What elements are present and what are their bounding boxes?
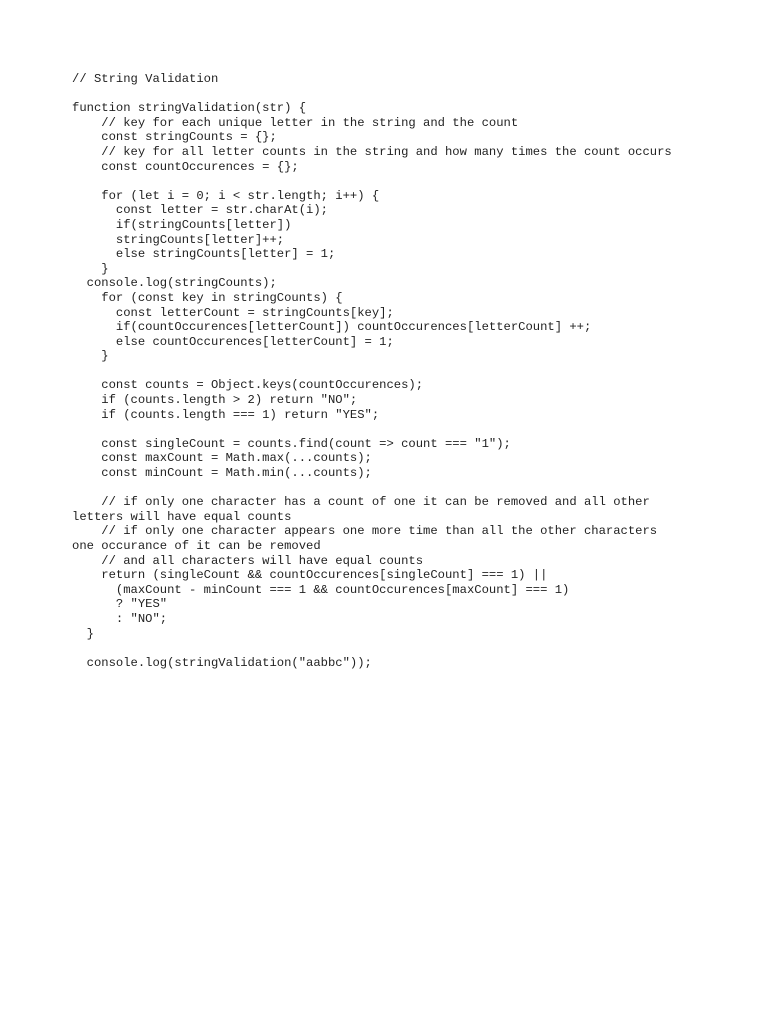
code-line: const maxCount = Math.max(...counts); [72, 451, 372, 466]
code-line: ? "YES" [72, 597, 168, 612]
code-line: if (counts.length > 2) return "NO"; [72, 393, 358, 408]
code-block [72, 72, 712, 670]
blank-line [72, 641, 712, 656]
code-line: letters will have equal counts [72, 509, 292, 524]
blank-line [72, 174, 712, 189]
code-line: (maxCount - minCount === 1 && countOccurences[maxCount] === 1) [72, 582, 570, 597]
code-line: console.log(stringCounts); [72, 276, 277, 291]
code-line: // String Validation [72, 72, 219, 86]
code-line: stringCounts[letter]++; [72, 232, 285, 247]
code-line: } [72, 349, 109, 364]
code-line: // key for each unique letter in the string and the count [72, 115, 519, 130]
code-line: const minCount = Math.min(...counts); [72, 466, 372, 481]
code-line: // if only one character has a count of one it can be removed and all other [72, 495, 650, 510]
code-line: // key for all letter counts in the string and how many times the count occurs [72, 144, 672, 159]
code-line: return (singleCount && countOccurences[singleCount] === 1) || [72, 568, 548, 583]
blank-line [72, 422, 712, 437]
code-line: one occurance of it can be removed [72, 539, 321, 553]
code-line: const singleCount = counts.find(count => count === "1"); [72, 436, 511, 451]
code-line: for (let i = 0; i < str.length; i++) { [72, 188, 380, 203]
code-line: } [72, 261, 109, 276]
code-line: const counts = Object.keys(countOccurences); [72, 378, 424, 393]
code-line: else stringCounts[letter] = 1; [72, 247, 336, 262]
code-line: function stringValidation(str) { [72, 101, 307, 116]
blank-line [72, 87, 712, 102]
code-line: if (counts.length === 1) return "YES"; [72, 407, 380, 422]
code-line: console.log(stringValidation("aabbc")); [72, 655, 372, 670]
code-line: for (const key in stringCounts) { [72, 290, 343, 305]
code-line: : "NO"; [72, 611, 168, 626]
code-line: const letter = str.charAt(i); [72, 203, 328, 218]
code-line: // if only one character appears one more time than all the other characters [72, 524, 658, 539]
code-line: const countOccurences = {}; [72, 159, 299, 174]
code-line: else countOccurences[letterCount] = 1; [72, 334, 394, 349]
code-line: const stringCounts = {}; [72, 130, 277, 145]
blank-line [72, 481, 712, 496]
blank-line [72, 364, 712, 379]
code-line: // and all characters will have equal counts [72, 553, 424, 568]
code-line: if(countOccurences[letterCount]) countOccurences[letterCount] ++; [72, 320, 592, 335]
code-line: } [72, 626, 94, 641]
code-line: if(stringCounts[letter]) [72, 217, 292, 232]
code-line: const letterCount = stringCounts[key]; [72, 305, 394, 320]
